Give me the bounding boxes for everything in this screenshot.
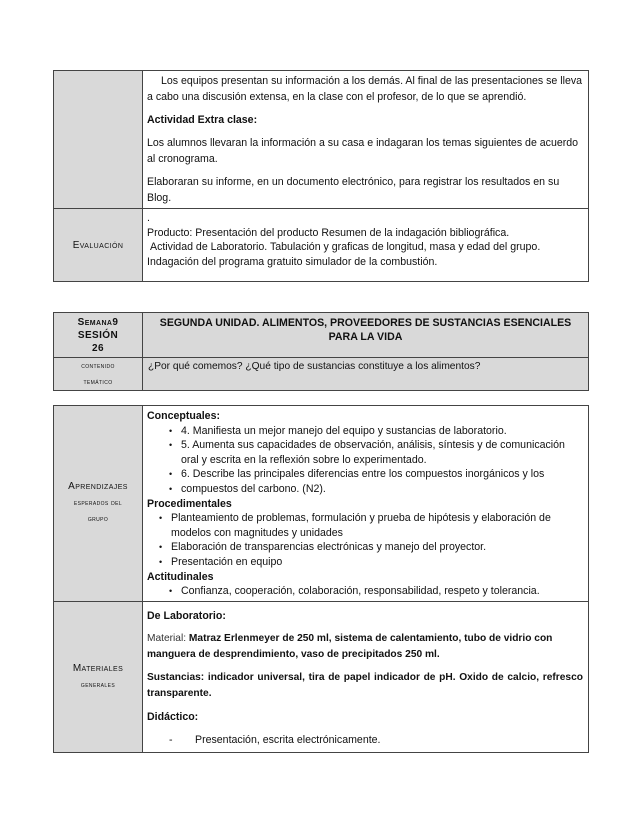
materials-label-line-2: generales (80, 679, 116, 689)
empty-label-cell (54, 71, 143, 209)
evaluation-row (54, 209, 589, 282)
evaluation-line-3: Indagación del programa gratuito simulador de la combustión. (147, 255, 438, 268)
didactic-item (147, 732, 583, 748)
list-item-text: Presentación en equipo (171, 555, 283, 568)
content-row (54, 358, 589, 391)
materials-label-line-1: Materiales (72, 662, 124, 674)
content-label-line-1: contenido (81, 361, 115, 370)
content-label (54, 358, 143, 391)
intro-paragraph: Los equipos presentan su información a los demás. Al final de las presentaciones se lleva a cabo una discusión extensa, en la clase con el profesor, de lo que se aprendió. (147, 75, 583, 103)
activities-table (53, 70, 589, 282)
list-item (169, 482, 583, 497)
attitudinal-title: Actitudinales (147, 570, 214, 583)
bullet-icon: • (169, 586, 173, 597)
learning-label-line-3: grupo (87, 514, 109, 524)
bullet-icon: • (169, 440, 173, 451)
week-label: Semana9 (77, 316, 119, 328)
list-item (159, 555, 583, 570)
extra-class-paragraph-1: Los alumnos llevaran la información a su casa e indagaran los temas siguientes de acuerdo al cronograma. (147, 137, 579, 165)
evaluation-line-1: Producto: Presentación del producto Resumen de la indagación bibliográfica. (147, 226, 510, 239)
learning-label-line-1: Aprendizajes (68, 481, 128, 493)
list-item (169, 467, 583, 482)
learning-table (53, 405, 589, 753)
bullet-icon: • (159, 513, 163, 524)
list-item-text: 4. Manifiesta un mejor manejo del equipo y sustancias de laboratorio. (181, 424, 507, 437)
substances-line (147, 670, 583, 702)
didactic-title: Didáctico: (147, 710, 199, 723)
session-row (54, 313, 589, 358)
materials-row (54, 601, 589, 752)
bullet-icon: • (169, 483, 173, 494)
lab-title: De Laboratorio: (147, 609, 226, 622)
conceptual-list (147, 424, 583, 497)
didactic-item-text: Presentación, escrita electrónicamente. (195, 733, 381, 746)
bullet-icon: • (169, 469, 173, 480)
dash-icon: - (169, 733, 173, 746)
material-label: Material: (147, 632, 187, 644)
procedural-list (147, 511, 583, 569)
evaluation-dot: . (147, 212, 150, 224)
content-label-line-2: temático (83, 377, 113, 386)
session-number: 26 (92, 342, 104, 354)
list-item (159, 540, 583, 555)
materials-cell (143, 601, 589, 752)
attitudinal-list (147, 584, 583, 599)
extra-class-title: Actividad Extra clase: (147, 114, 258, 126)
bullet-icon: • (159, 556, 163, 567)
material-line (147, 631, 583, 663)
list-item (169, 438, 583, 467)
list-item-text: 6. Describe las principales diferencias entre los compuestos inorgánicos y los (181, 468, 545, 481)
list-item-text: Confianza, cooperación, colaboración, responsabilidad, respeto y tolerancia. (181, 585, 540, 598)
evaluation-line-2: Actividad de Laboratorio. Tabulación y graficas de longitud, masa y edad del grupo. (150, 241, 541, 253)
bullet-icon: • (169, 425, 173, 436)
list-item-text: Planteamiento de problemas, formulación y prueba de hipótesis y elaboración de modelos con magnitudes y unidades (171, 512, 551, 539)
activities-row (54, 71, 589, 209)
extra-class-paragraph-2: Elaboraran su informe, en un documento electrónico, para registrar los resultados en su Blog. (147, 176, 560, 204)
session-label-text: SESIÓN (77, 329, 119, 341)
procedural-title: Procedimentales (147, 497, 232, 510)
topic-question: ¿Por qué comemos? ¿Qué tipo de sustancias constituye a los alimentos? (143, 358, 589, 391)
materials-label (54, 601, 143, 752)
evaluation-cell (143, 209, 589, 282)
evaluation-label-text: Evaluación (72, 239, 124, 251)
session-table (53, 312, 589, 391)
material-text: Matraz Erlenmeyer de 250 ml, sistema de calentamiento, tubo de vidrio con manguera de desprendimiento, vaso de precipitados 250 ml. (147, 632, 553, 660)
learning-label-line-2: esperados del (73, 498, 123, 508)
list-item-text: Elaboración de transparencias electrónicas y manejo del proyector. (171, 541, 487, 554)
evaluation-label (54, 209, 143, 282)
bullet-icon: • (159, 542, 163, 553)
substances-label: Sustancias: (147, 671, 205, 683)
unit-title: SEGUNDA UNIDAD. ALIMENTOS, PROVEEDORES DE SUSTANCIAS ESENCIALES PARA LA VIDA (143, 313, 589, 358)
substances-text: indicador universal, tira de papel indicador de pH. Oxido de calcio, refresco transparente. (147, 671, 583, 699)
learning-label (54, 406, 143, 602)
list-item-text: 5. Aumenta sus capacidades de observación, análisis, síntesis y de comunicación oral y escrita en la reflexión sobre lo experimentado. (181, 439, 565, 466)
learning-cell (143, 406, 589, 602)
list-item (169, 584, 583, 599)
session-label (54, 313, 143, 358)
list-item-text: compuestos del carbono. (N2). (181, 482, 326, 495)
list-item (169, 424, 583, 439)
learning-row (54, 406, 589, 602)
conceptual-title: Conceptuales: (147, 410, 220, 422)
activities-cell (143, 71, 589, 209)
list-item (159, 511, 583, 540)
